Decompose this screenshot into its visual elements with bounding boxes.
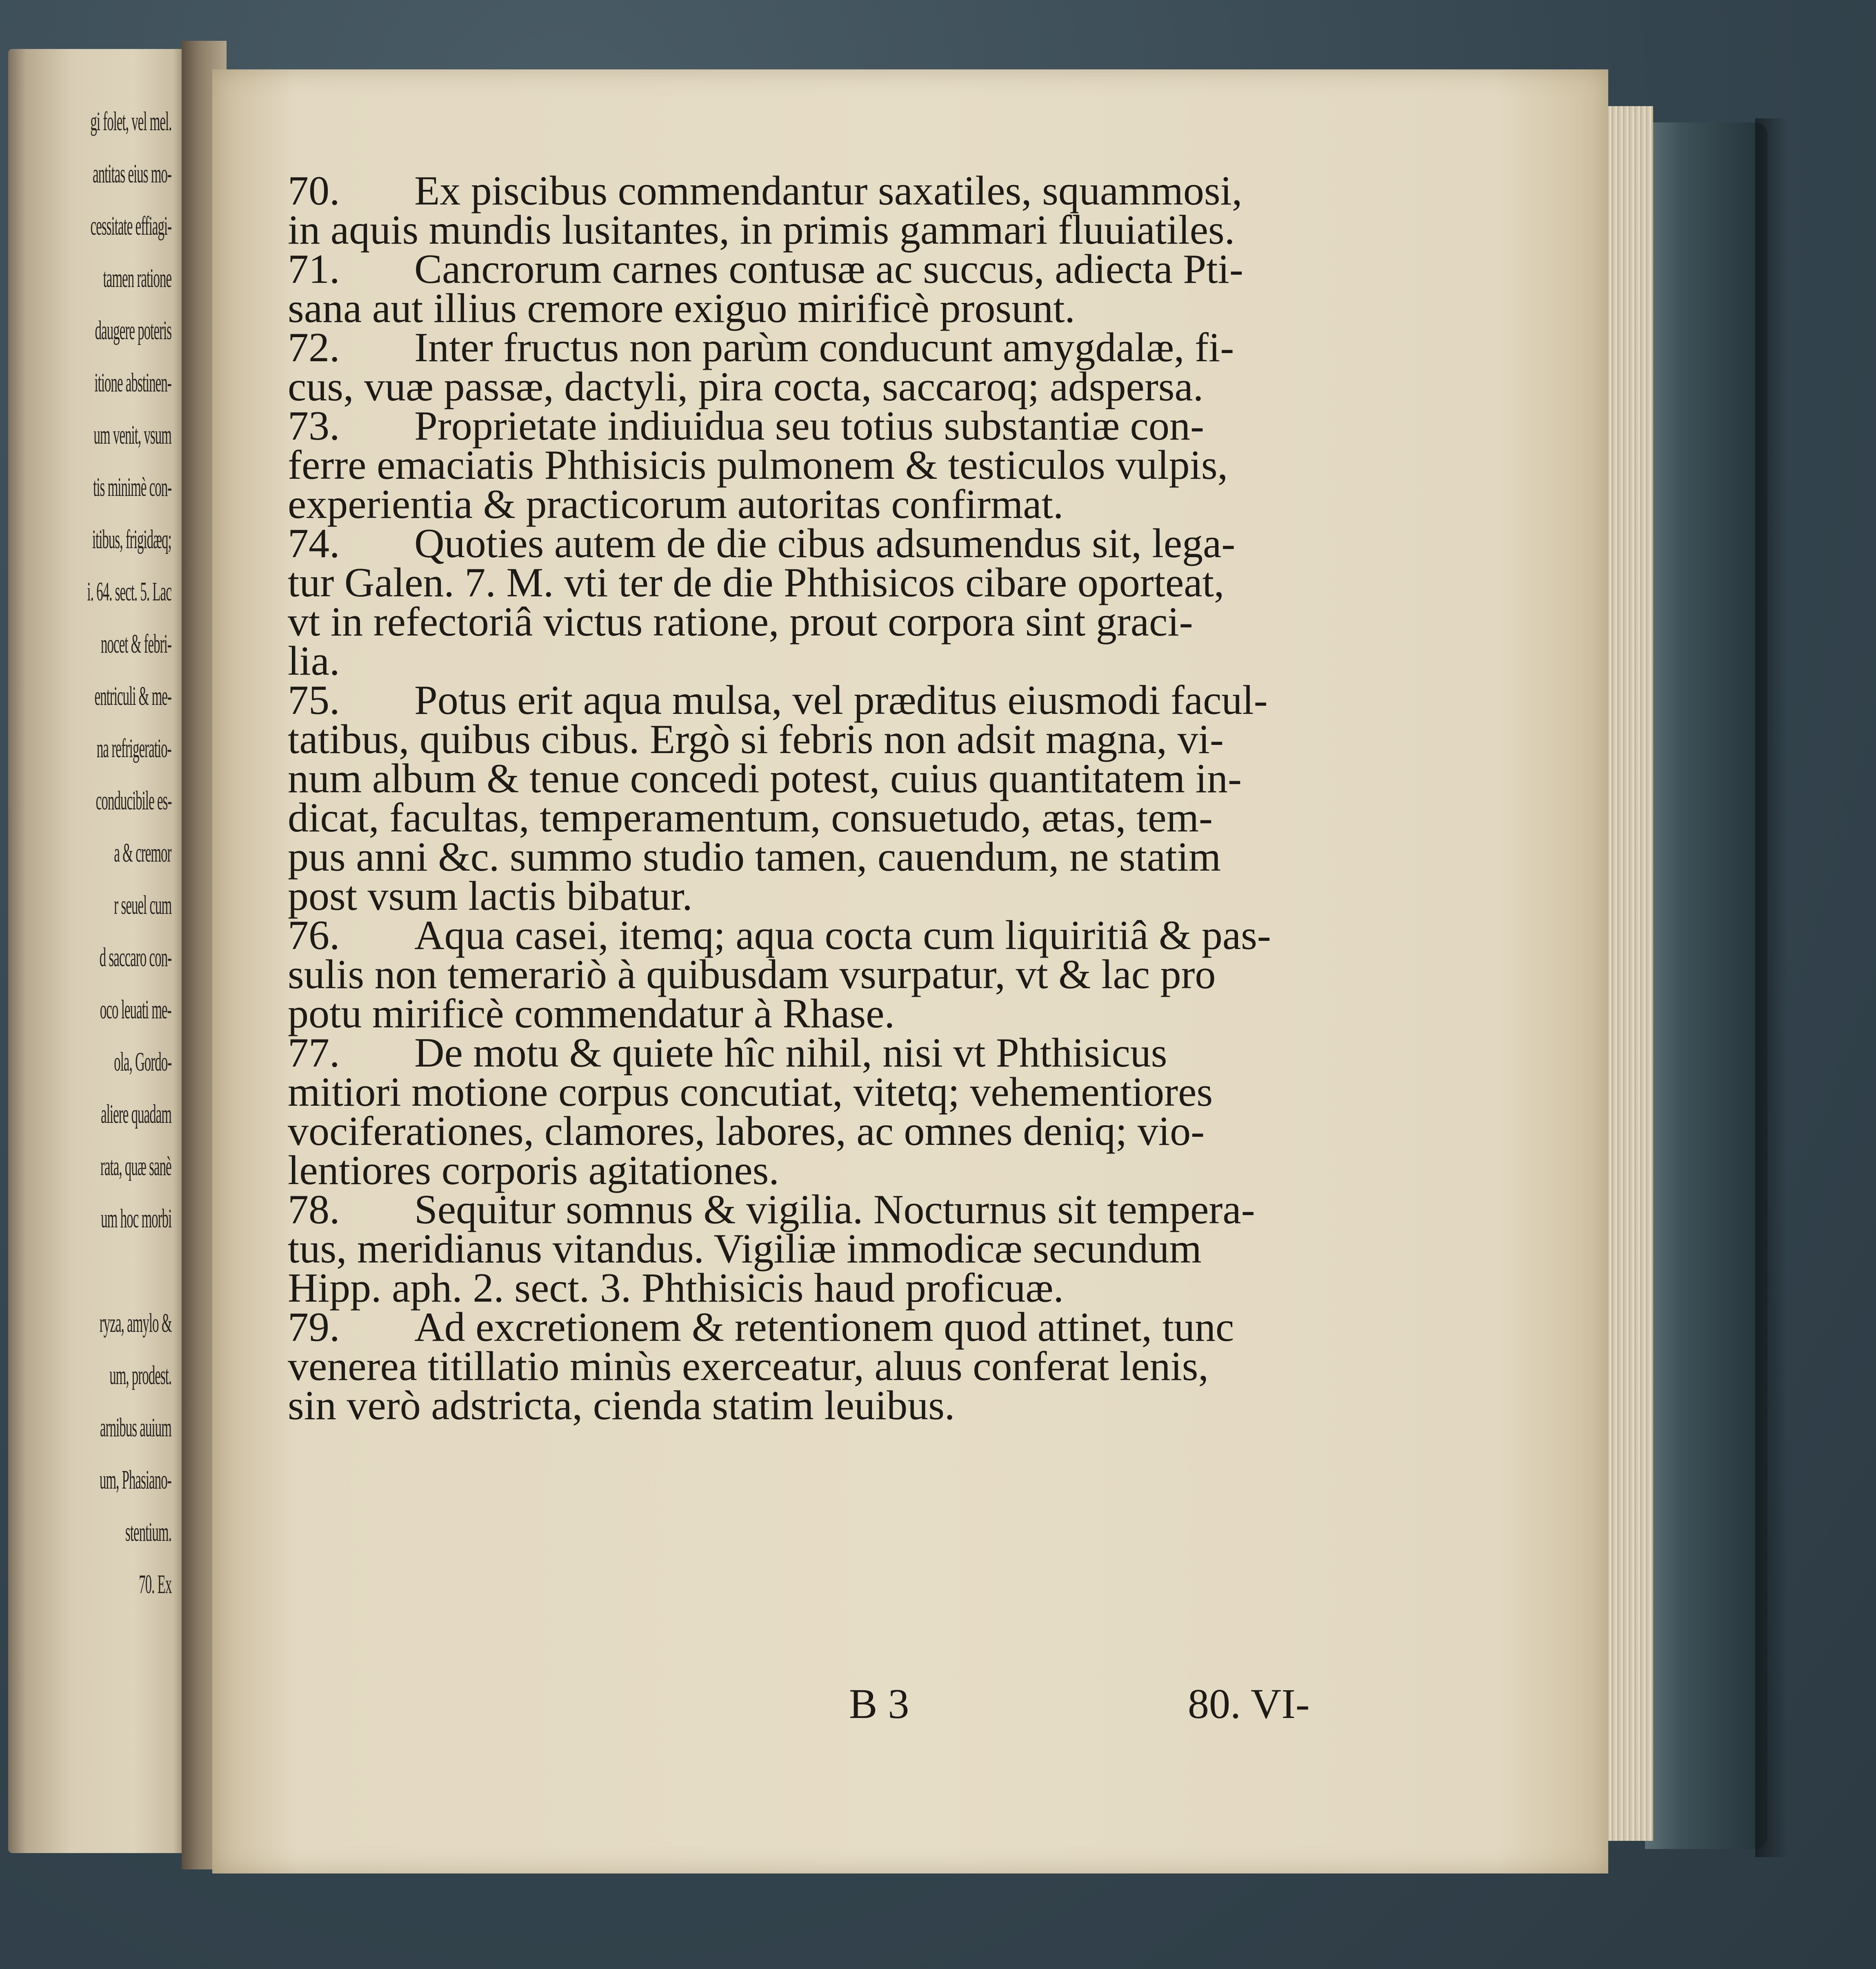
text-line (288, 873, 1357, 919)
left-page-line: arnibus auium (100, 1413, 171, 1442)
line-text: lentiores corporis agitationes. (288, 1147, 779, 1193)
paragraph (288, 1030, 1357, 1193)
text-line (288, 677, 1357, 723)
line-text: in aquis mundis lusitantes, in primis gammari fluuiatiles. (288, 207, 1235, 253)
line-text: tur Galen. 7. M. vti ter de die Phthisicos cibare oporteat, (288, 560, 1225, 606)
text-line (288, 912, 1357, 958)
text-line (288, 1382, 1357, 1429)
line-text: sin verò adstricta, cienda statim leuibus. (288, 1382, 955, 1429)
text-line (288, 442, 1357, 488)
text-line (288, 403, 1357, 449)
text-line (288, 364, 1357, 410)
line-text: Ex piscibus commendantur saxatiles, squammosi, (414, 168, 1243, 214)
line-text: Quoties autem de die cibus adsumendus sit, lega- (414, 520, 1236, 567)
line-text: vt in refectoriâ victus ratione, prout corpora sint graci- (288, 599, 1193, 645)
line-text: sana aut illius cremore exiguo mirificè prosunt. (288, 285, 1075, 331)
paragraph-number: 76. (288, 912, 340, 958)
paragraph (288, 403, 1357, 527)
paragraph (288, 168, 1357, 253)
text-line (288, 1187, 1357, 1233)
left-page-line: a & cremor (114, 838, 171, 868)
text-line (288, 834, 1357, 880)
paragraph-number: 75. (288, 677, 340, 723)
text-line (288, 1343, 1357, 1389)
line-text: Sequitur somnus & vigilia. Nocturnus sit tempera- (414, 1187, 1255, 1233)
left-page (8, 49, 188, 1853)
left-page-line: tamen ratione (103, 263, 171, 293)
line-text: Ad excretionem & retentionem quod attinet, tunc (414, 1304, 1234, 1350)
paragraph (288, 677, 1357, 919)
line-text: venerea titillatio minùs exerceatur, aluus conferat lenis, (288, 1343, 1209, 1389)
line-text: Hipp. aph. 2. sect. 3. Phthisicis haud proficuæ. (288, 1265, 1064, 1311)
line-text: Potus erit aqua mulsa, vel præditus eiusmodi facul- (414, 677, 1268, 723)
line-text: ferre emaciatis Phthisicis pulmonem & testiculos vulpis, (288, 442, 1228, 488)
left-page-line: stentium. (125, 1517, 171, 1547)
left-page-line: um, Phasiano- (100, 1465, 171, 1495)
left-page-line: nocet & febri- (101, 629, 171, 659)
cover-shadow (1755, 118, 1788, 1857)
left-page-line: ola, Gordo- (113, 1047, 171, 1077)
paragraph (288, 324, 1357, 410)
text-line (288, 951, 1357, 998)
line-text: Proprietate indiuidua seu totius substantiæ con- (414, 403, 1204, 449)
paragraph-number: 73. (288, 403, 340, 449)
line-text: pus anni &c. summo studio tamen, cauendum, ne statim (288, 834, 1221, 880)
left-page-line: tis minimè con- (93, 472, 171, 502)
line-text: De motu & quiete hîc nihil, nisi vt Phthisicus (414, 1030, 1167, 1076)
text-line (288, 1069, 1357, 1115)
line-text: cus, vuæ passæ, dactyli, pira cocta, saccaroq; adspersa. (288, 364, 1204, 410)
text-line (288, 1226, 1357, 1272)
paragraph-number: 79. (288, 1304, 340, 1350)
catchword: 80. VI- (1188, 1680, 1310, 1727)
line-text: dicat, facultas, temperamentum, consuetudo, ætas, tem- (288, 795, 1213, 841)
left-page-line: ryza, amylo & (99, 1308, 171, 1338)
paragraph-number: 72. (288, 324, 340, 371)
left-page-line: oco leuati me- (100, 995, 171, 1025)
text-line (288, 481, 1357, 527)
text-line (288, 1108, 1357, 1154)
left-page-line: d saccaro con- (99, 942, 171, 972)
line-text: experientia & practicorum autoritas confirmat. (288, 481, 1064, 527)
left-page-line: aliere quadam (101, 1099, 171, 1129)
paragraph-number: 77. (288, 1030, 340, 1076)
text-line (288, 638, 1357, 684)
text-line (288, 560, 1357, 606)
line-text: potu mirificè commendatur à Rhase. (288, 991, 895, 1037)
line-text: mitiori motione corpus concutiat, vitetq; vehementiores (288, 1069, 1213, 1115)
paragraph (288, 520, 1357, 684)
line-text: Inter fructus non parùm conducunt amygdalæ, fi- (414, 324, 1234, 371)
left-page-line: antitas eius mo- (93, 159, 171, 189)
text-line (288, 991, 1357, 1037)
text-line (288, 1147, 1357, 1193)
line-text: lia. (288, 638, 340, 684)
left-page-line: conducibile es- (96, 786, 171, 816)
paragraph (288, 1304, 1357, 1429)
line-text: Cancrorum carnes contusæ ac succus, adiecta Pti- (414, 246, 1243, 292)
paragraph-number: 70. (288, 168, 340, 214)
left-page-line: gi folet, vel mel. (90, 107, 171, 136)
left-page-line: itione abstinen- (94, 368, 171, 398)
left-page-line: um venit, vsum (93, 420, 171, 450)
left-page-line: um, prodest. (109, 1360, 171, 1390)
line-text: vociferationes, clamores, labores, ac omnes deniq; vio- (288, 1108, 1205, 1154)
line-text: tus, meridianus vitandus. Vigiliæ immodicæ secundum (288, 1226, 1202, 1272)
left-page-line: cessitate effiagi- (90, 211, 171, 241)
left-page-line: um hoc morbi (100, 1204, 171, 1233)
paragraph (288, 912, 1357, 1037)
line-text: tatibus, quibus cibus. Ergò si febris non adsit magna, vi- (288, 716, 1224, 762)
left-page-line: itibus, frigidæq; (92, 524, 171, 554)
left-page-line: i. 64. sect. 5. Lac (87, 577, 171, 607)
page-text (288, 168, 1357, 1429)
text-line (288, 1030, 1357, 1076)
line-text: sulis non temerariò à quibusdam vsurpatur, vt & lac pro (288, 951, 1216, 998)
paragraph (288, 1187, 1357, 1311)
text-line (288, 168, 1357, 214)
text-line (288, 324, 1357, 371)
text-line (288, 599, 1357, 645)
book-cover-edge (1645, 122, 1767, 1849)
text-line (288, 1304, 1357, 1350)
left-page-line: entriculi & me- (94, 681, 171, 711)
text-line (288, 246, 1357, 292)
text-line (288, 285, 1357, 331)
signature-mark: B 3 (849, 1680, 909, 1727)
text-line (288, 795, 1357, 841)
paragraph-number: 71. (288, 246, 340, 292)
line-text: Aqua casei, itemq; aqua cocta cum liquiritiâ & pas- (414, 912, 1271, 958)
text-line (288, 1265, 1357, 1311)
left-page-line: na refrigeratio- (97, 733, 171, 763)
text-line (288, 756, 1357, 802)
text-line (288, 207, 1357, 253)
text-line (288, 716, 1357, 762)
paragraph (288, 246, 1357, 331)
left-page-line: 70. Ex (138, 1569, 171, 1599)
left-page-line: r seuel cum (113, 890, 171, 920)
line-text: post vsum lactis bibatur. (288, 873, 693, 919)
line-text: num album & tenue concedi potest, cuius quantitatem in- (288, 756, 1242, 802)
left-page-line: daugere poteris (95, 316, 171, 345)
paragraph-number: 74. (288, 520, 340, 567)
left-page-line: rata, quæ sanè (100, 1151, 171, 1181)
text-line (288, 520, 1357, 567)
paragraph-number: 78. (288, 1187, 340, 1233)
